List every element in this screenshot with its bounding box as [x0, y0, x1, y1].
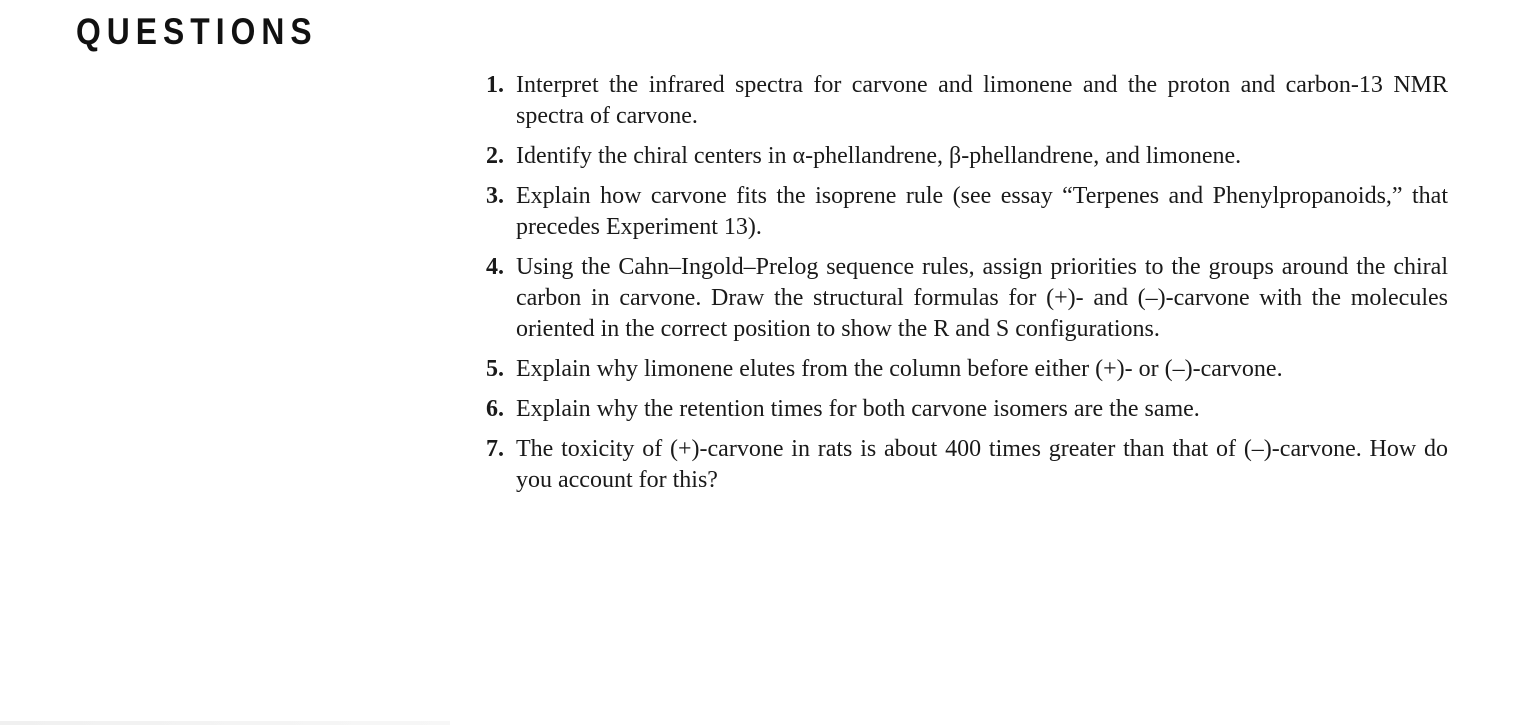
question-number: 2. — [486, 143, 504, 169]
question-text: The toxicity of (+)-carvone in rats is about 400 times greater than that of (–)-carvone. How do you account for this? — [516, 436, 1448, 493]
question-item-6 — [486, 394, 1448, 425]
question-number: 4. — [486, 254, 504, 280]
question-number: 6. — [486, 396, 504, 422]
question-number: 3. — [486, 183, 504, 209]
page-edge-shadow — [0, 721, 450, 725]
question-text: Explain why limonene elutes from the column before either (+)- or (–)-carvone. — [516, 356, 1283, 382]
question-text: Explain how carvone fits the isoprene rule (see essay “Terpenes and Phenylpropanoids,” that precedes Experiment 13). — [516, 183, 1448, 240]
question-item-1 — [486, 70, 1448, 132]
question-text: Interpret the infrared spectra for carvone and limonene and the proton and carbon-13 NMR spectra of carvone. — [516, 72, 1448, 129]
question-text: Identify the chiral centers in α-phellandrene, β-phellandrene, and limonene. — [516, 143, 1242, 169]
question-item-5 — [486, 354, 1448, 385]
question-text: Using the Cahn–Ingold–Prelog sequence rules, assign priorities to the groups around the chiral carbon in carvone. Draw the structural formulas for (+)- and (–)-carvone with the molecules oriented in the correct position to show the R and S configurations. — [516, 254, 1448, 342]
question-number: 1. — [486, 72, 504, 98]
question-item-2 — [486, 141, 1448, 172]
questions-list — [486, 70, 1448, 505]
question-item-7 — [486, 434, 1448, 496]
question-item-4 — [486, 252, 1448, 345]
question-number: 5. — [486, 356, 504, 382]
question-item-3 — [486, 181, 1448, 243]
section-heading: QUESTIONS — [76, 11, 318, 52]
question-number: 7. — [486, 436, 504, 462]
question-text: Explain why the retention times for both carvone isomers are the same. — [516, 396, 1200, 422]
